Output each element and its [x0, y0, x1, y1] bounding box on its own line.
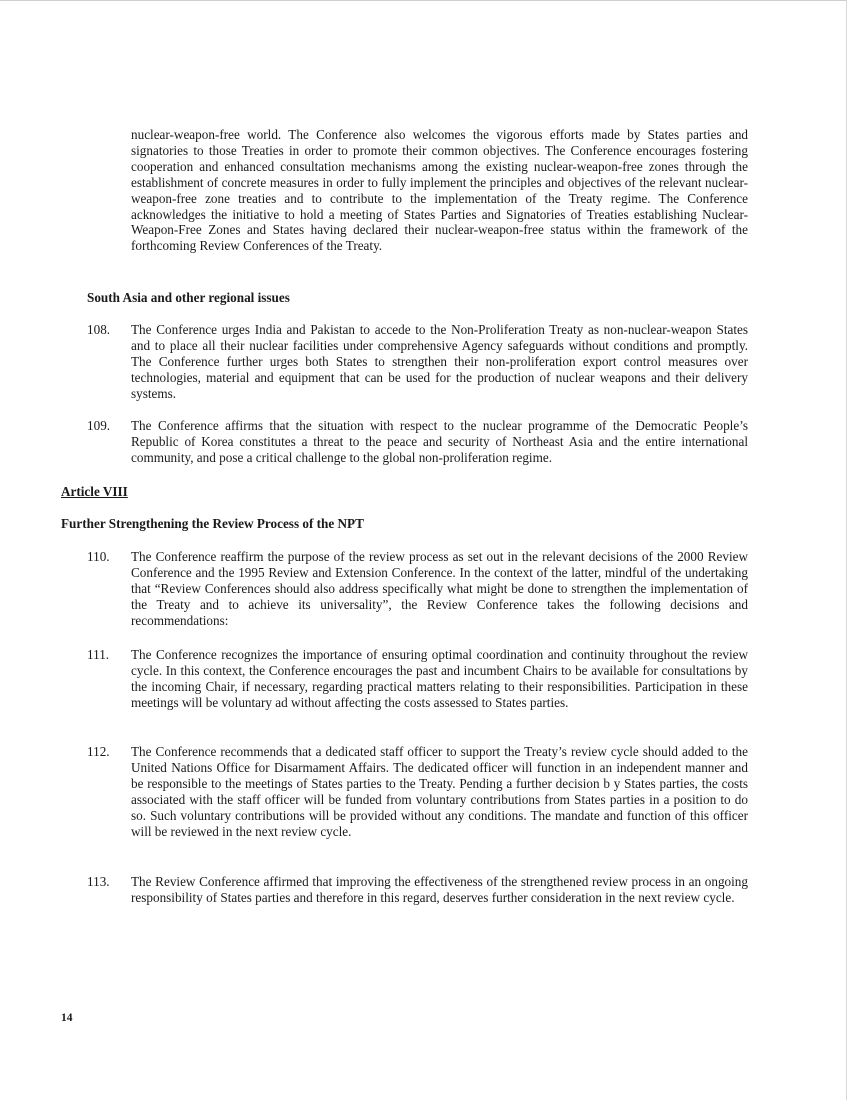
paragraph-number-111: 111.: [87, 647, 110, 662]
continuation-paragraph: nuclear-weapon-free world. The Conference also welcomes the vigorous efforts made by States parties and signatories to those Treaties in order to promote their common objectives. The Conference encourages fostering cooperation and enhanced consultation mechanisms among the existing nuclear-weapon-free zones through the establishment of concrete measures in order to fully implement the principles and objectives of the relevant nuclear-weapon-free zone treaties and to contribute to the implementation of the Treaty regime. The Conference acknowledges the initiative to hold a meeting of States Parties and Signatories of Treaties establishing Nuclear-Weapon-Free Zones and States having declared their nuclear-weapon-free status within the framework of the forthcoming Review Conferences of the Treaty.: [131, 127, 748, 254]
paragraph-number-113: 113.: [87, 874, 110, 889]
scan-edge-top: [0, 0, 847, 1]
section-heading-review-process: Further Strengthening the Review Process of the NPT: [61, 516, 364, 531]
paragraph-113: The Review Conference affirmed that improving the effectiveness of the strengthened review process in an ongoing responsibility of States parties and therefore in this regard, deserves further consideration in the next review cycle.: [131, 874, 748, 905]
paragraph-number-108: 108.: [87, 322, 111, 337]
paragraph-112: The Conference recommends that a dedicated staff officer to support the Treaty’s review cycle should added to the United Nations Office for Disarmament Affairs. The dedicated officer will function in an independent manner and be responsible to the meetings of States parties to the Treaty. Pending a further decision b y States parties, the costs associated with the staff officer will be funded from voluntary contributions from States parties in a position to do so. Such voluntary contributions will be provided without any conditions. The mandate and function of this officer will be reviewed in the next review cycle.: [131, 744, 748, 839]
paragraph-number-109: 109.: [87, 418, 111, 433]
section-heading-south-asia: South Asia and other regional issues: [87, 290, 290, 305]
paragraph-109: The Conference affirms that the situation with respect to the nuclear programme of the Democratic People’s Republic of Korea constitutes a threat to the peace and security of Northeast Asia and the entire international community, and pose a critical challenge to the global non-proliferation regime.: [131, 418, 748, 465]
paragraph-110: The Conference reaffirm the purpose of the review process as set out in the relevant decisions of the 2000 Review Conference and the 1995 Review and Extension Conference. In the context of the latter, mindful of the undertaking that “Review Conferences should also address specifically what might be done to strengthen the implementation of the Treaty and to achieve its universality”, the Review Conference takes the following decisions and recommendations:: [131, 549, 748, 628]
page-number: 14: [61, 1012, 73, 1024]
article-heading: Article VIII: [61, 484, 128, 499]
paragraph-number-112: 112.: [87, 744, 110, 759]
paragraph-108: The Conference urges India and Pakistan to accede to the Non-Proliferation Treaty as non-nuclear-weapon States and to place all their nuclear facilities under comprehensive Agency safeguards without conditions and promptly. The Conference further urges both States to strengthen their non-proliferation export control measures over technologies, material and equipment that can be used for the production of nuclear weapons and their delivery systems.: [131, 322, 748, 401]
paragraph-number-110: 110.: [87, 549, 110, 564]
paragraph-111: The Conference recognizes the importance of ensuring optimal coordination and continuity throughout the review cycle. In this context, the Conference encourages the past and incumbent Chairs to be available for consultations by the incoming Chair, if necessary, regarding practical matters relating to their responsibilities. Participation in these meetings will be voluntary ad without affecting the costs assessed to States parties.: [131, 647, 748, 710]
